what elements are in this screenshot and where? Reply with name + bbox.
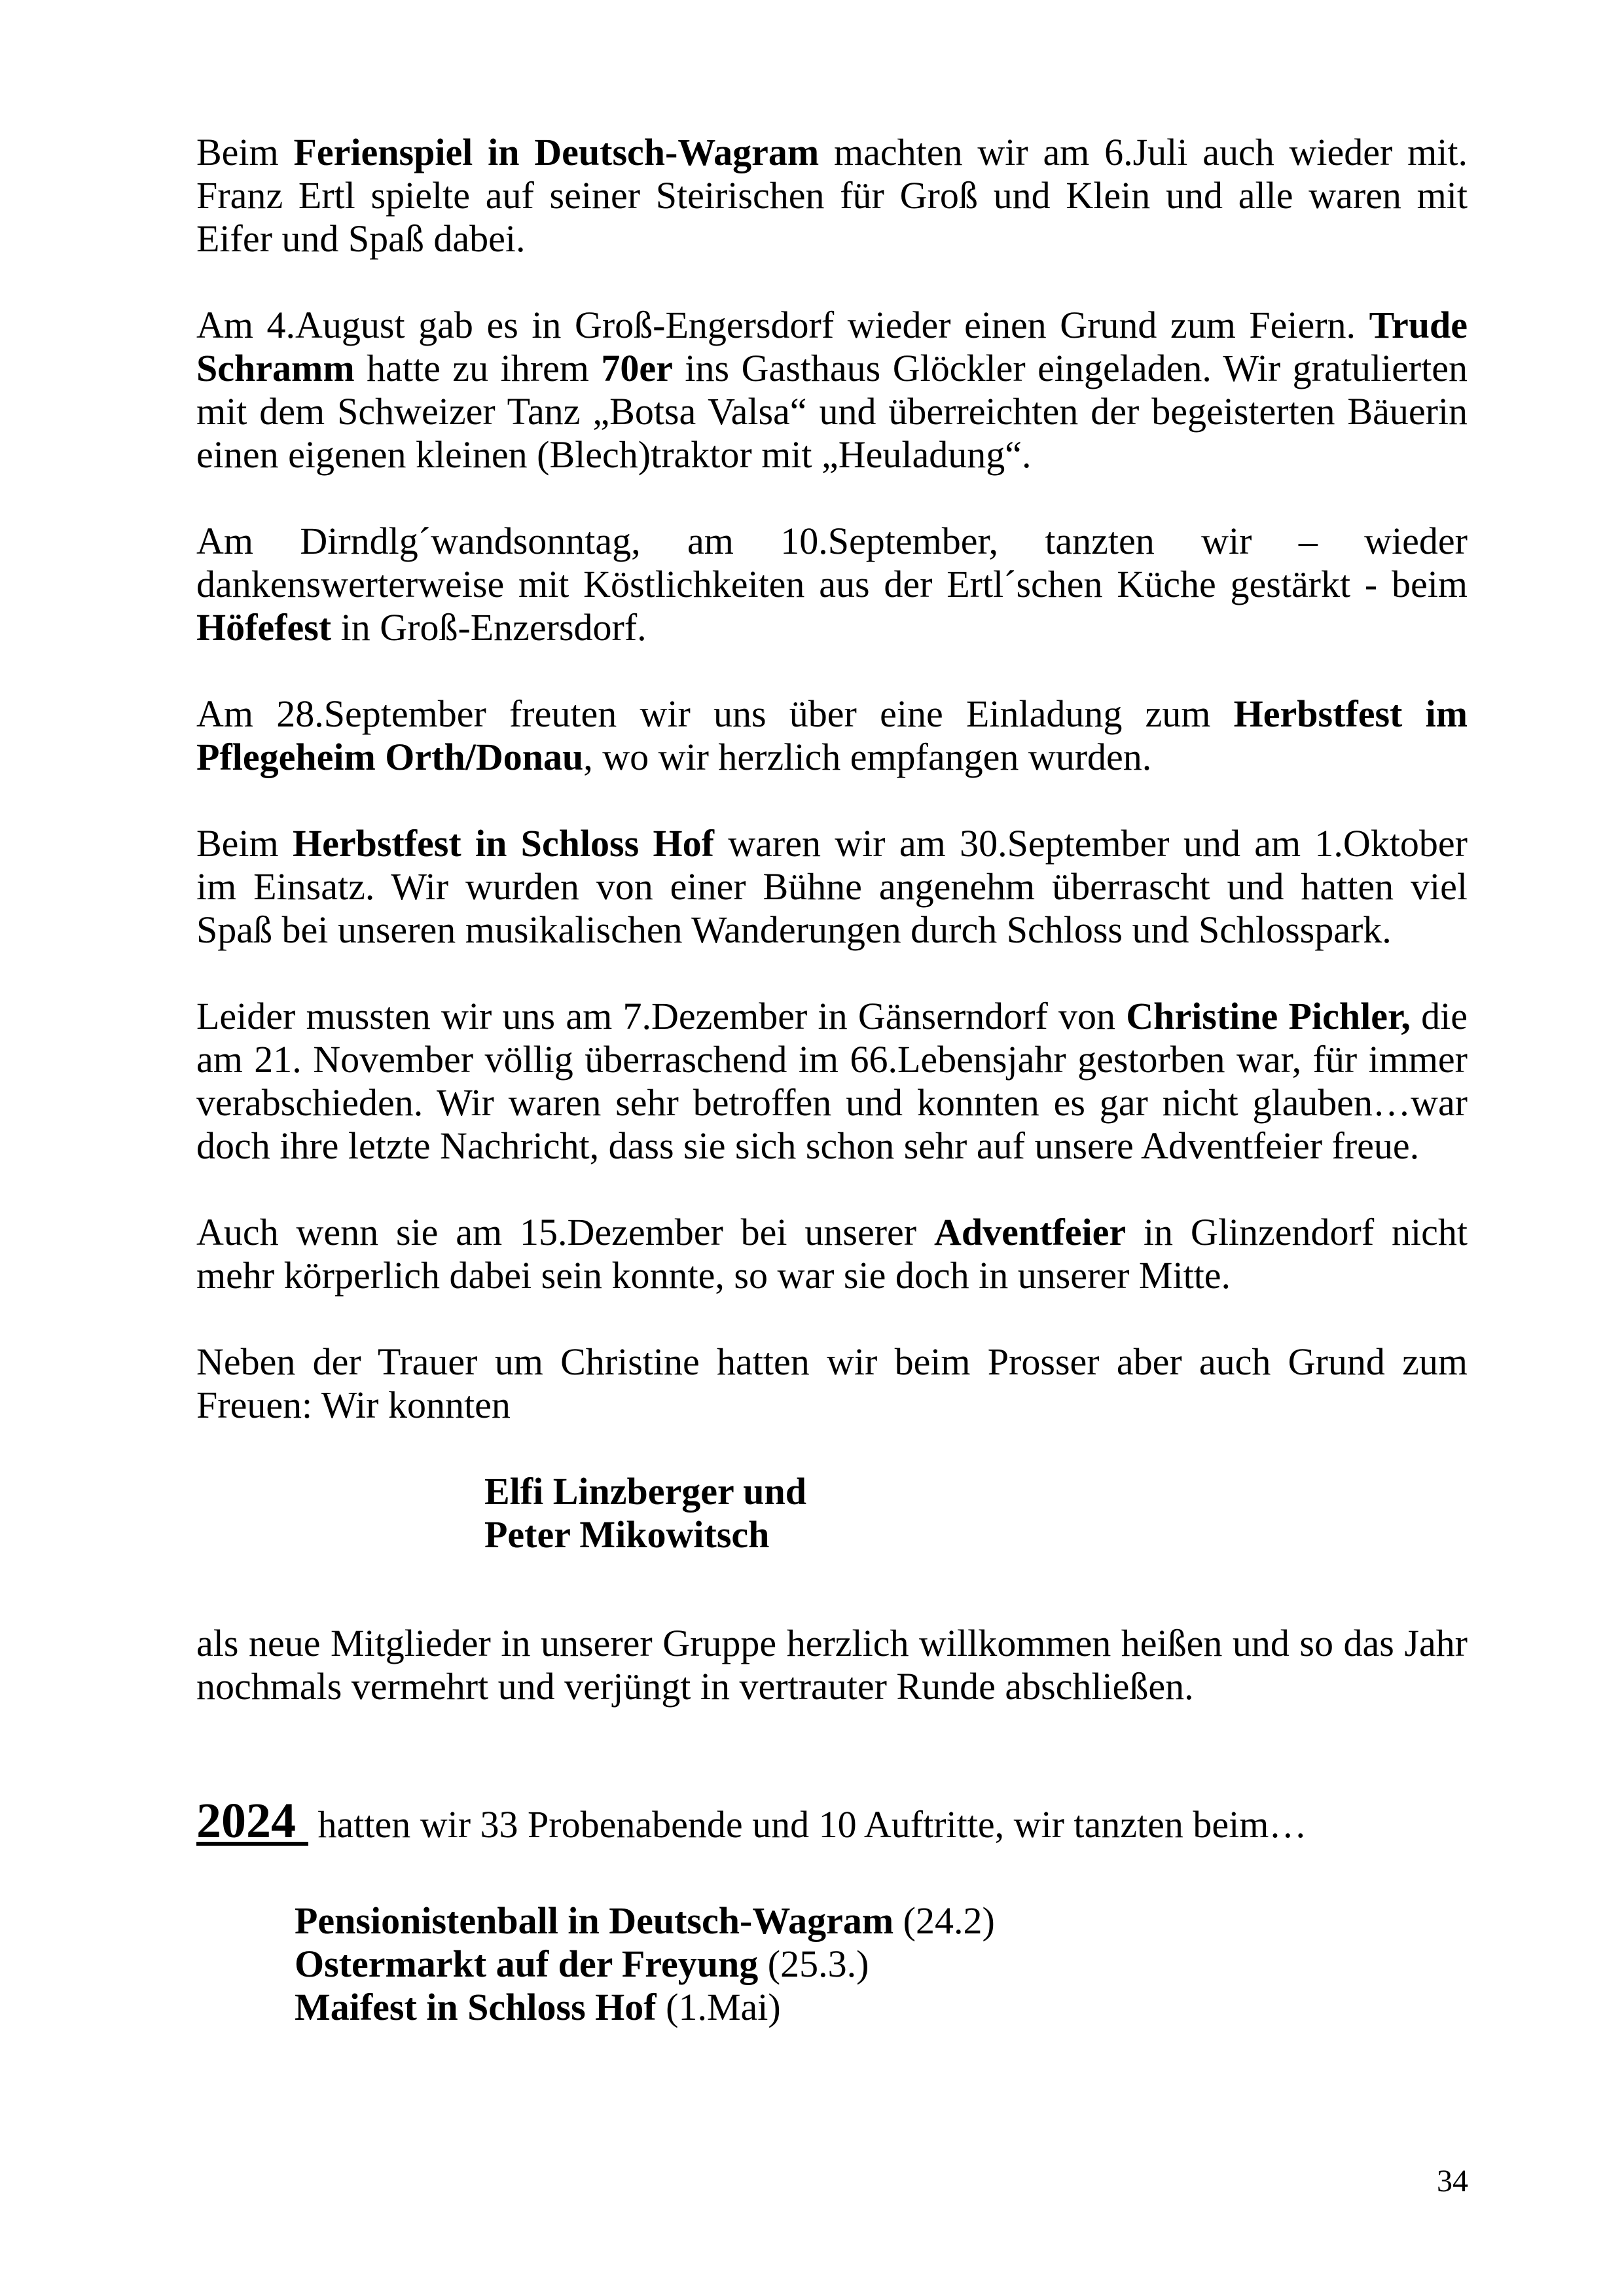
text-run: Beim (196, 822, 293, 865)
text-run: machten wir am 6.Juli auch wieder mit. Franz Ertl spielte auf seiner Steirischen für Groß und Klein und alle waren mit Eifer und Spaß dabei. (196, 131, 1468, 260)
text-run: Neben der Trauer um Christine hatten wir beim Prosser aber auch Grund zum Freuen: Wir konnten (196, 1340, 1468, 1426)
bold-run: Trude Schramm (196, 304, 1468, 389)
event-item (295, 1986, 1468, 2029)
text-run: die am 21. November völlig überraschend im 66.Lebensjahr gestorben war, für immer verabschieden. Wir waren sehr betroffen und konnten es gar nicht glauben…war doch ihre letzte Nachricht, dass sie sich schon sehr auf unsere Adventfeier freue. (196, 995, 1468, 1167)
event-item (295, 1899, 1468, 1943)
event-name: Maifest in Schloss Hof (295, 1986, 657, 2028)
event-date: (25.3.) (758, 1943, 869, 1985)
year-heading-text: hatten wir 33 Probenabende und 10 Auftritte, wir tanzten beim… (308, 1803, 1307, 1846)
text-run: in Groß-Enzersdorf. (331, 606, 647, 649)
year-heading (196, 1793, 1468, 1852)
text-run: waren wir am 30.September und am 1.Oktober im Einsatz. Wir wurden von einer Bühne angenehm überrascht und hatten viel Spaß bei unseren musikalischen Wanderungen durch Schloss und Schlosspark. (196, 822, 1468, 951)
bold-run: Ferienspiel in Deutsch-Wagram (293, 131, 820, 173)
event-item (295, 1943, 1468, 1986)
text-run: Beim (196, 131, 294, 173)
bold-run: 70er (601, 347, 673, 389)
name-line: Elfi Linzberger und (484, 1470, 806, 1513)
event-name: Ostermarkt auf der Freyung (295, 1943, 759, 1985)
text-run: hatte zu ihrem (354, 347, 602, 389)
text-run: Am Dirndlg´wandsonntag, am 10.September, tanzten wir – wieder dankenswerterweise mit Köstlichkeiten aus der Ertl´schen Küche gestärkt - beim (196, 520, 1468, 605)
text-run: in Glinzendorf nicht mehr körperlich dabei sein konnte, so war sie doch in unserer Mitte. (196, 1211, 1468, 1297)
paragraph (196, 304, 1468, 476)
text-run: Leider mussten wir uns am 7.Dezember in Gänserndorf von (196, 995, 1127, 1037)
paragraph (196, 822, 1468, 952)
text-run: Am 4.August gab es in Groß-Engersdorf wieder einen Grund zum Feiern. (196, 304, 1369, 346)
text-run: , wo wir herzlich empfangen wurden. (583, 736, 1152, 778)
paragraph (196, 1211, 1468, 1297)
paragraph (196, 1622, 1468, 1708)
document-body (196, 131, 1468, 2029)
text-run: Am 28.September freuten wir uns über eine Einladung zum (196, 692, 1234, 735)
paragraph (196, 1340, 1468, 1427)
bold-run: Höfefest (196, 606, 332, 649)
year-label: 2024 (196, 1793, 308, 1848)
text-run: als neue Mitglieder in unserer Gruppe herzlich willkommen heißen und so das Jahr nochmals vermehrt und verjüngt in vertrauter Runde abschließen. (196, 1622, 1468, 1708)
bold-run: Adventfeier (933, 1211, 1127, 1253)
new-members-names (484, 1470, 1468, 1556)
event-name: Pensionistenball in Deutsch-Wagram (295, 1899, 894, 1942)
page-number: 34 (1437, 2164, 1468, 2198)
event-date: (1.Mai) (656, 1986, 781, 2028)
name-line: Peter Mikowitsch (484, 1513, 770, 1556)
paragraph (196, 520, 1468, 649)
bold-run: Herbstfest in Schloss Hof (292, 822, 714, 865)
bold-run: Herbstfest im Pflegeheim Orth/Donau (196, 692, 1468, 778)
event-list (295, 1899, 1468, 2029)
paragraph (196, 692, 1468, 779)
paragraph (196, 995, 1468, 1168)
text-run: ins Gasthaus Glöckler eingeladen. Wir gratulierten mit dem Schweizer Tanz „Botsa Valsa“ und überreichten der begeisterten Bäuerin einen eigenen kleinen (Blech)traktor mit „Heuladung“. (196, 347, 1468, 476)
bold-run: Christine Pichler, (1126, 995, 1411, 1037)
paragraph (196, 131, 1468, 260)
text-run: Auch wenn sie am 15.Dezember bei unserer (196, 1211, 934, 1253)
event-date: (24.2) (893, 1899, 995, 1942)
